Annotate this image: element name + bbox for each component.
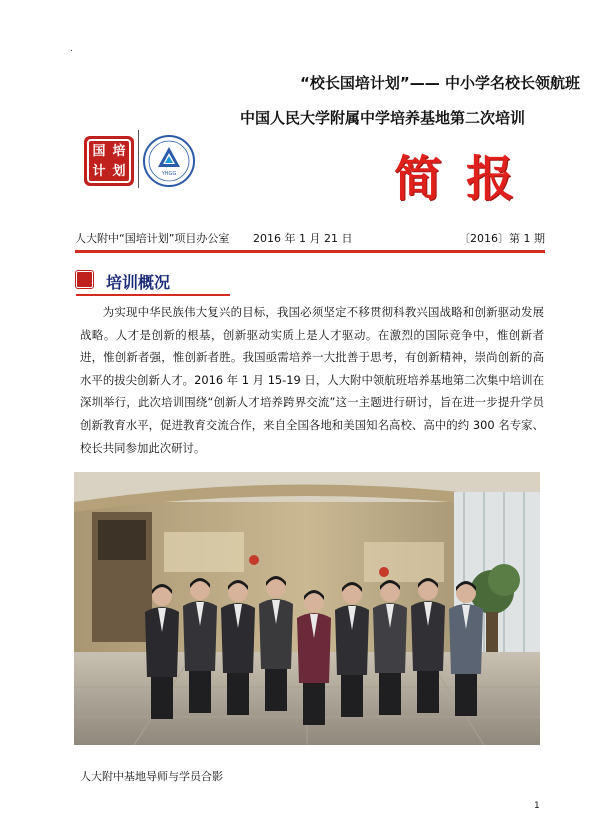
section-underline <box>76 294 230 296</box>
seal-char: 计 <box>92 163 106 179</box>
page-number: 1 <box>534 801 540 811</box>
seal-char: 划 <box>112 163 126 179</box>
photo-caption: 人大附中基地导师与学员合影 <box>80 770 223 783</box>
program-title: “校长国培计划”—— 中小学名校长领航班 <box>300 74 580 92</box>
leadership-emblem-logo <box>142 134 196 188</box>
issuing-office: 人大附中“国培计划”项目办公室 <box>75 232 230 245</box>
guopei-seal-logo <box>84 136 134 186</box>
header-rule <box>75 250 545 253</box>
masthead-title: 简报 <box>394 151 539 207</box>
issue-date: 2016 年 1 月 21 日 <box>253 232 353 245</box>
issue-number: 〔2016〕第 1 期 <box>459 232 545 245</box>
group-photo <box>74 472 540 745</box>
section-paragraph: 为实现中华民族伟大复兴的目标，我国必须坚定不移贯彻科教兴国战略和创新驱动发展战略。人才是创新的根基，创新驱动实质上是人才驱动。在激烈的国际竞争中，惟创新者进，惟创新者强，惟创新者胜。我国亟需培养一大批善于思考，有创新精神，崇尚创新的高水平的拔尖创新人才。2016 年 1 月 15-19 日，人大附中领航班培养基地第二次集中培训在深圳举行，此次培训围绕“创新人才培养跨界交流”这一主题进行研讨，旨在进一步提升学员创新教育水平，促进教育交流合作，来自全国各地和美国知名高校、高中的约 300 名专家、校长共同参加此次研讨。 <box>80 305 544 455</box>
issue-meta-row <box>75 230 545 248</box>
logo-divider <box>138 130 139 188</box>
training-title: 中国人民大学附属中学培养基地第二次培训 <box>240 109 526 127</box>
emblem-caption: YHGG <box>161 171 177 177</box>
corner-dot: . <box>70 44 73 54</box>
seal-char: 培 <box>112 143 126 159</box>
section-marker-icon <box>76 271 93 288</box>
section-title: 培训概况 <box>106 273 171 292</box>
seal-char: 国 <box>92 143 106 159</box>
